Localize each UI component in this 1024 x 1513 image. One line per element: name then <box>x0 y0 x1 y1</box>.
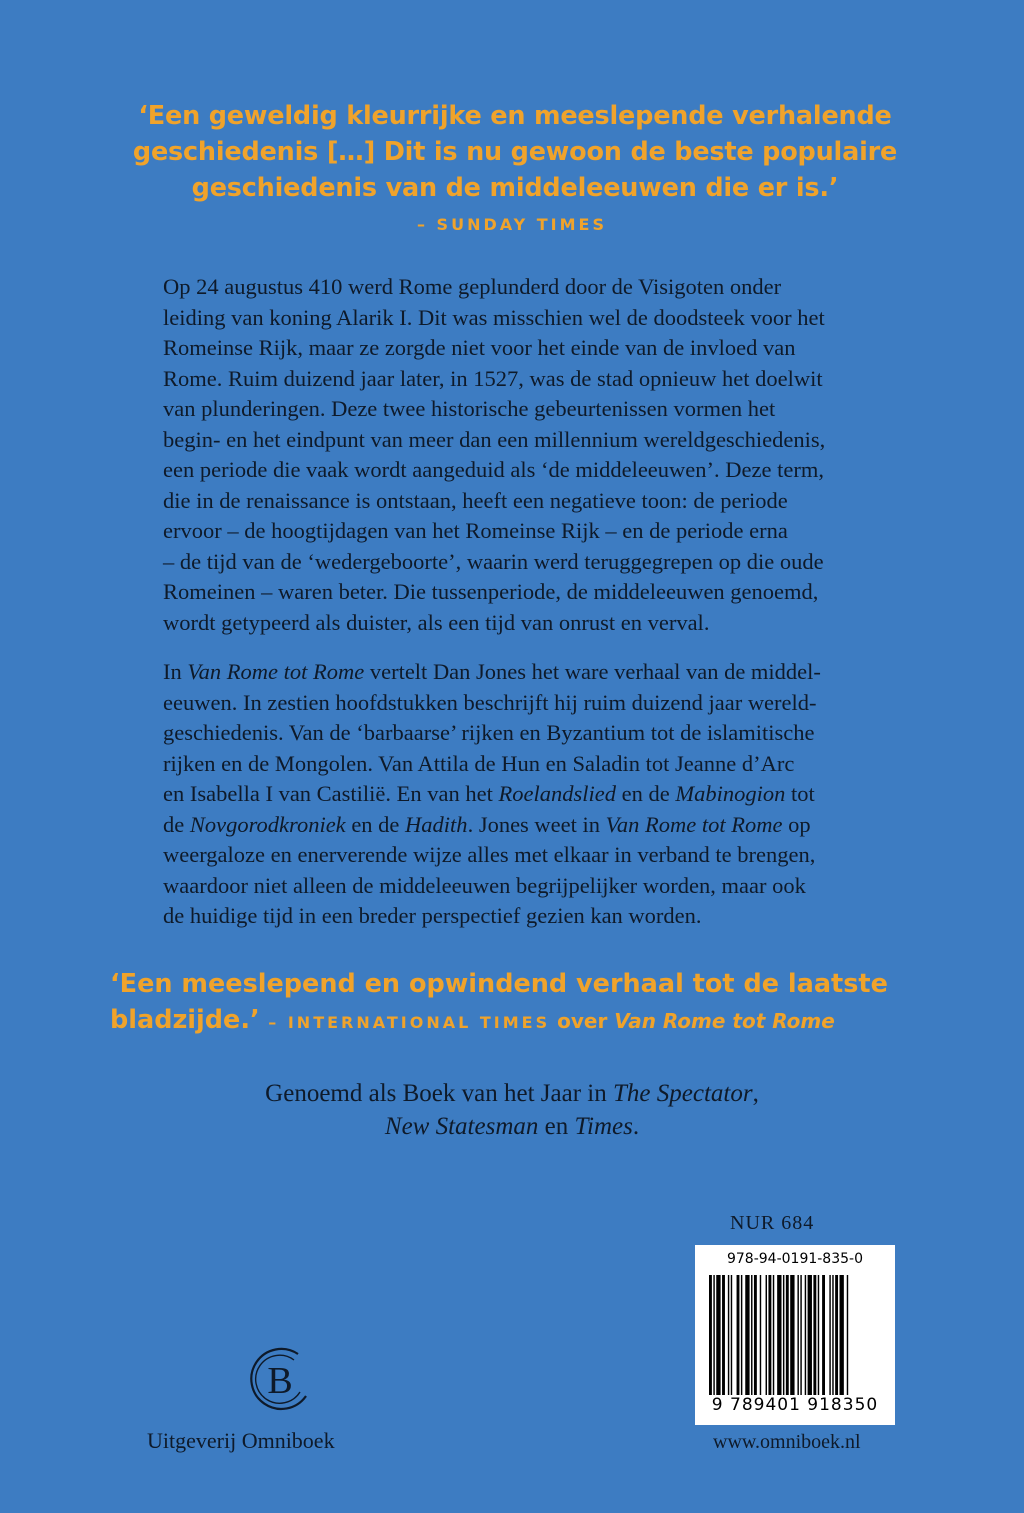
text-run: Genoemd als Boek van het Jaar in <box>265 1080 613 1107</box>
text-run: en Isabella I van Castilië. En van het <box>163 781 499 806</box>
text-line: begin- en het eindpunt van meer dan een millennium wereldgeschiedenis, <box>163 426 826 452</box>
blurb-paragraph-1 <box>163 272 883 638</box>
barcode-stripe <box>716 1275 720 1395</box>
work-title: Mabinogion <box>675 781 786 806</box>
barcode-stripe <box>832 1275 833 1395</box>
text-run: , <box>752 1080 759 1107</box>
work-title: Hadith <box>405 811 468 837</box>
text-line: Rome. Ruim duizend jaar later, in 1527, was de stad opnieuw het doelwit <box>163 365 823 391</box>
text-run: en <box>538 1113 575 1140</box>
barcode-stripe <box>783 1275 784 1395</box>
nur-code: NUR 684 <box>730 1212 815 1234</box>
text-run: vertelt Dan Jones het ware verhaal van de middel- <box>364 659 821 684</box>
text-run: tot <box>785 781 815 806</box>
publication-title: The Spectator <box>613 1080 753 1107</box>
text-run: de <box>163 811 190 837</box>
text-line: Romeinse Rijk, maar ze zorgde niet voor het einde van de invloed van <box>163 335 796 360</box>
top-quote-line: geschiedenis van de middeleeuwen die er is.’ <box>191 173 839 203</box>
barcode-stripe <box>741 1275 742 1395</box>
publisher-website[interactable]: www.omniboek.nl <box>713 1431 861 1453</box>
barcode-stripe <box>766 1275 767 1395</box>
text-run: In <box>163 659 188 684</box>
text-run: . <box>632 1113 640 1140</box>
barcode-stripe <box>786 1275 789 1395</box>
top-quote <box>120 98 910 206</box>
top-quote-line: ‘Een geweldig kleurrijke en meeslepende verhalende <box>138 101 892 131</box>
text-run: bladzijde.’ <box>110 1005 260 1035</box>
text-line <box>0 1110 1024 1143</box>
text-line: van plunderingen. Deze twee historische gebeurtenissen vormen het <box>163 396 776 421</box>
text-line: Romeinen – waren beter. Die tussenperiode, de middeleeuwen genoemd, <box>163 579 819 604</box>
work-title: Novgorodkroniek <box>189 811 346 837</box>
barcode-stripe <box>760 1275 761 1395</box>
text-line: – de tijd van de ‘wedergeboorte’, waarin werd teruggegrepen op die oude <box>163 548 824 574</box>
text-line: rijken en de Mongolen. Van Attila de Hun en Saladin tot Jeanne d’Arc <box>163 750 795 776</box>
text-line <box>163 779 883 810</box>
text-line <box>0 1077 1024 1110</box>
blurb-paragraph-2 <box>163 657 883 932</box>
barcode-stripe <box>745 1275 749 1395</box>
barcode-stripe <box>813 1275 816 1395</box>
book-title: Van Rome tot Rome <box>605 811 783 837</box>
barcode-stripe <box>751 1275 752 1395</box>
barcode-stripe <box>829 1275 830 1395</box>
barcode-stripe <box>731 1275 732 1395</box>
publisher-name: Uitgeverij Omniboek <box>147 1428 335 1453</box>
text-line: eeuwen. In zestien hoofdstukken beschrijft hij ruim duizend jaar wereld- <box>163 689 817 715</box>
text-line: weergaloze en enerverende wijze alles met elkaar in verband te brengen, <box>163 842 816 867</box>
barcode-stripe <box>713 1275 714 1395</box>
barcode-digits: 9 789401 918350 <box>711 1395 879 1415</box>
barcode-stripe <box>777 1275 781 1395</box>
bottom-quote-line <box>110 1002 920 1041</box>
barcode-stripe <box>808 1275 812 1395</box>
text-run: over <box>550 1009 615 1033</box>
text-line: leiding van koning Alarik I. Dit was misschien wel de doodsteek voor het <box>163 304 825 330</box>
text-line: de huidige tijd in een breder perspectief gezien kan worden. <box>163 903 702 928</box>
barcode-stripe <box>754 1275 757 1395</box>
barcode-stripe <box>822 1275 825 1395</box>
barcode-stripe <box>805 1275 806 1395</box>
book-title: Van Rome tot Rome <box>614 1009 835 1033</box>
omniboek-logo-icon <box>240 1340 320 1420</box>
top-quote-line: geschiedenis […] Dit is nu gewoon de beste populaire <box>132 137 898 167</box>
book-of-the-year-note <box>0 1077 1024 1143</box>
text-run: op <box>782 811 811 837</box>
text-line: wordt getypeerd als duister, als een tijd van onrust en verval. <box>163 609 710 635</box>
barcode-stripe <box>768 1275 771 1395</box>
text-line: een periode die vaak wordt aangeduid als ‘de middeleeuwen’. Deze term, <box>163 457 824 482</box>
isbn-barcode <box>695 1245 895 1425</box>
barcode-stripe <box>790 1275 794 1395</box>
barcode-stripe <box>835 1275 838 1395</box>
work-title: Roelandslied <box>498 781 616 806</box>
text-line <box>163 657 883 688</box>
barcode-stripe <box>737 1275 740 1395</box>
barcode-bars <box>709 1275 885 1395</box>
text-run: en de <box>616 781 676 806</box>
text-line: die in de renaissance is ontstaan, heeft een negatieve toon: de periode <box>163 487 788 513</box>
isbn-number: 978-94-0191-835-0 <box>726 1251 863 1267</box>
publication-title: New Statesman <box>384 1113 539 1140</box>
bottom-quote <box>110 966 920 1041</box>
barcode-stripe <box>773 1275 774 1395</box>
bottom-quote-source: – INTERNATIONAL TIMES <box>259 1013 551 1032</box>
text-line: Op 24 augustus 410 werd Rome geplunderd door de Visigoten onder <box>163 274 782 299</box>
text-line: ervoor – de hoogtijdagen van het Romeinse Rijk – en de periode erna <box>163 518 788 543</box>
barcode-stripe <box>818 1275 819 1395</box>
barcode-stripe <box>800 1275 801 1395</box>
text-line <box>163 810 883 841</box>
barcode-stripe <box>728 1275 729 1395</box>
barcode-stripe <box>840 1275 844 1395</box>
barcode-stripe <box>797 1275 798 1395</box>
bottom-quote-line: ‘Een meeslepend en opwindend verhaal tot de laatste <box>110 969 888 999</box>
text-line: geschiedenis. Van de ‘barbaarse’ rijken en Byzantium tot de islamitische <box>163 720 815 745</box>
svg-text:B: B <box>267 1360 293 1402</box>
top-quote-source: – SUNDAY TIMES <box>416 215 607 234</box>
text-run: en de <box>345 811 406 837</box>
barcode-stripe <box>722 1275 725 1395</box>
book-title: Van Rome tot Rome <box>187 659 365 684</box>
publication-title: Times <box>574 1113 633 1140</box>
barcode-stripe <box>709 1275 712 1395</box>
barcode-stripe <box>847 1275 848 1395</box>
text-run: . Jones weet in <box>467 811 606 837</box>
text-line: waardoor niet alleen de middeleeuwen begrijpelijker worden, maar ook <box>163 872 806 898</box>
